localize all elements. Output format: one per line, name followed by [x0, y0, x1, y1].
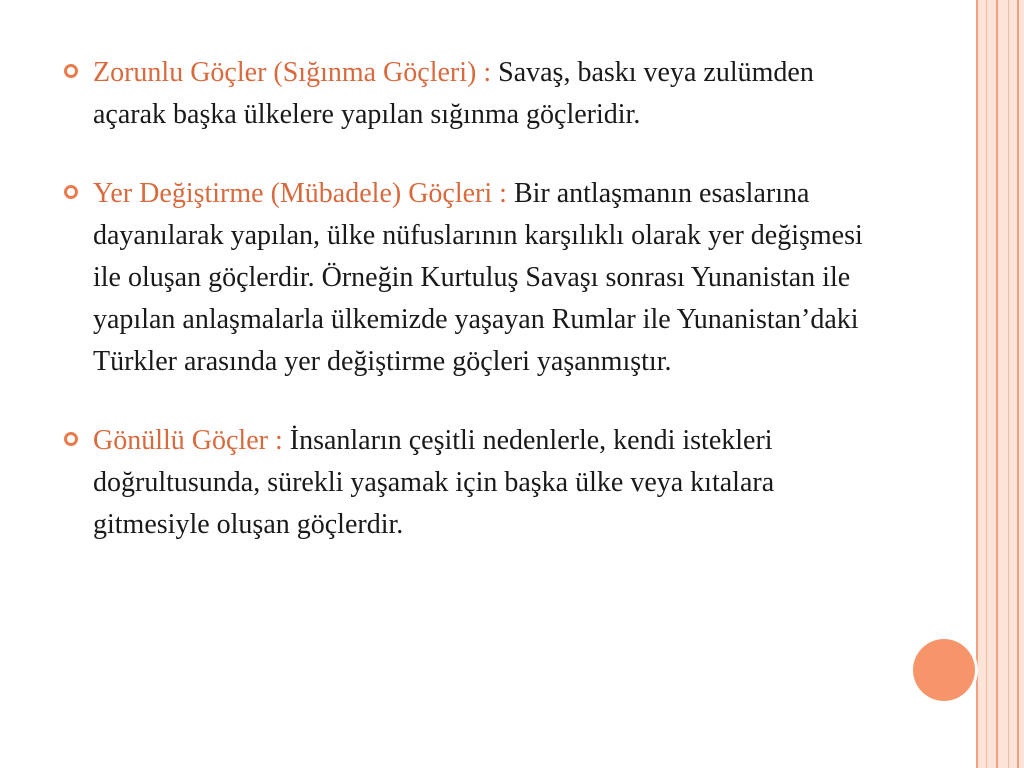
decorative-circle — [913, 639, 975, 701]
bullet-circle-icon — [64, 64, 78, 78]
decorative-stripe — [1017, 0, 1019, 768]
item-text: İnsanların çeşitli nedenlerle, kendi istekleri doğrultusunda, sürekli yaşamak için başka ülke veya kıtalara gitmesiyle oluşan göçlerdir. — [93, 425, 775, 540]
item-text: Savaş, baskı veya zulümden açarak başka ülkelere yapılan sığınma göçleridir. — [93, 57, 814, 130]
list-item-exchange-migration — [64, 173, 884, 383]
list-item-forced-migration — [64, 52, 884, 136]
bullet-circle-icon — [64, 185, 78, 199]
item-term: Zorunlu Göçler (Sığınma Göçleri) : — [93, 57, 492, 88]
item-text: Bir antlaşmanın esaslarına dayanılarak yapılan, ülke nüfuslarının karşılıklı olarak yer değişmesi ile oluşan göçlerdir. Örneğin Kurtuluş Savaşı sonrası Yunanistan ile yapılan anlaşmalarla ülkemizde yaşayan Rumlar ile Yunanistan’daki Türkler arasında yer değiştirme göçleri yaşanmıştır. — [93, 178, 863, 377]
item-term: Gönüllü Göçler : — [93, 425, 283, 456]
decorative-stripe — [976, 0, 978, 768]
decorative-stripe — [1008, 0, 1009, 768]
bullet-circle-icon — [64, 432, 78, 446]
bullet-list — [64, 52, 884, 546]
list-item-voluntary-migration — [64, 420, 884, 546]
item-term: Yer Değiştirme (Mübadele) Göçleri : — [93, 178, 507, 209]
decorative-stripe — [996, 0, 998, 768]
decorative-stripe — [986, 0, 987, 768]
